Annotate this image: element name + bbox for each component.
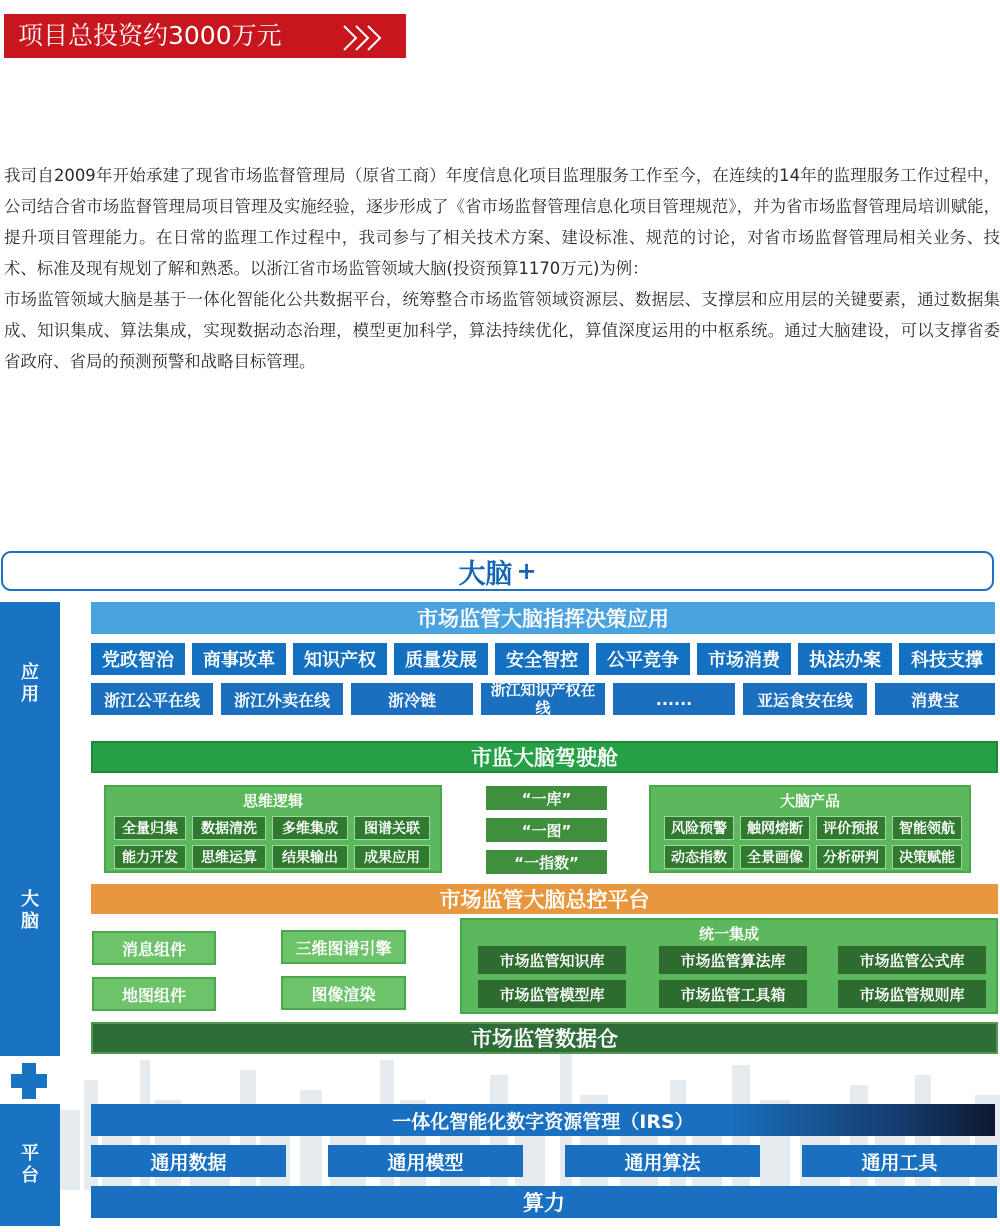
- side-label-brain: [0, 766, 60, 1056]
- 3d-graph-engine: 三维图谱引擎: [281, 930, 406, 964]
- product-item: 全景画像: [740, 845, 810, 869]
- product-item: 决策赋能: [892, 845, 962, 869]
- integration-item: 市场监管模型库: [478, 980, 626, 1008]
- thinking-item: 成果应用: [354, 845, 430, 869]
- thinking-item: 全量归集: [114, 816, 186, 840]
- app-header: 市场监管大脑指挥决策应用: [91, 602, 995, 634]
- side-label-platform: [0, 1104, 60, 1226]
- platform-item: 通用算法: [565, 1145, 760, 1177]
- app-item: 知识产权: [293, 643, 387, 675]
- integration-item: 市场监管工具箱: [659, 980, 807, 1008]
- integration-item: 市场监管知识库: [478, 946, 626, 974]
- side-label-char: 大: [21, 889, 39, 910]
- side-label-char: 用: [21, 684, 39, 705]
- thinking-logic-title: 思维逻辑: [242, 792, 303, 810]
- app-item: 商事改革: [192, 643, 286, 675]
- image-rendering: 图像渲染: [281, 976, 406, 1010]
- platform-item: 通用数据: [91, 1145, 286, 1177]
- app-system: ......: [613, 683, 735, 715]
- integration-item: 市场监管公式库: [838, 946, 986, 974]
- thinking-item: 结果输出: [272, 845, 348, 869]
- plus-icon: [11, 722, 47, 758]
- app-system: 消费宝: [875, 683, 995, 715]
- product-item: 触网熔断: [740, 816, 810, 840]
- thinking-item: 图谱关联: [354, 816, 430, 840]
- thinking-item: 数据清洗: [192, 816, 266, 840]
- product-item: 评价预报: [816, 816, 886, 840]
- plus-icon: [11, 1063, 47, 1099]
- app-item: 公平竞争: [596, 643, 690, 675]
- app-item: 市场消费: [697, 643, 791, 675]
- product-item: 智能领航: [892, 816, 962, 840]
- thinking-item: 思维运算: [192, 845, 266, 869]
- map-component: 地图组件: [92, 977, 216, 1011]
- computing-power: 算力: [91, 1186, 997, 1218]
- unified-integration-title: 统一集成: [698, 925, 759, 943]
- platform-item: 通用模型: [328, 1145, 523, 1177]
- plus-sign: +: [516, 557, 537, 585]
- message-component: 消息组件: [92, 931, 216, 965]
- integration-item: 市场监管算法库: [659, 946, 807, 974]
- side-label-char: 脑: [21, 911, 39, 932]
- product-item: 分析研判: [816, 845, 886, 869]
- one-map: “一图”: [486, 818, 607, 842]
- thinking-item: 多维集成: [272, 816, 348, 840]
- intro-paragraph-1: 我司自2009年开始承建了现省市场监督管理局（原省工商）年度信息化项目监理服务工作至今，在连续的14年的监理服务工作过程中，公司结合省市场监督管理局项目管理及实施经验，逐步形成了《省市场监督管理信息化项目管理规范》，并为省市场监督管理局培训赋能，提升项目管理能力。在日常的监理工作过程中，我司参与了相关技术方案、建设标准、规范的讨论，对省市场监督管理局相关业务、技术、标准及现有规划了解和熟悉。以浙江省市场监管领域大脑(投资预算1170万元)为例：: [4, 166, 1000, 278]
- irs-bar: 一体化智能化数字资源管理（IRS）: [91, 1104, 995, 1136]
- side-label-char: 台: [21, 1165, 39, 1186]
- banner-title: 项目总投资约3000万元: [18, 21, 282, 50]
- brain-products-title: 大脑产品: [779, 792, 840, 810]
- app-item: 执法办案: [798, 643, 892, 675]
- app-system: 浙冷链: [351, 683, 473, 715]
- app-item: 科技支撑: [899, 643, 995, 675]
- title-banner: [4, 14, 406, 58]
- chevrons-right-icon: [342, 24, 394, 52]
- app-item: 党政智治: [91, 643, 185, 675]
- brain-plus-title: [1, 551, 994, 591]
- app-system: 浙江公平在线: [91, 683, 213, 715]
- app-system: 浙江外卖在线: [221, 683, 343, 715]
- app-system: [481, 683, 605, 715]
- product-item: 风险预警: [664, 816, 734, 840]
- brain-title: 大脑: [458, 558, 513, 590]
- app-item: 质量发展: [394, 643, 488, 675]
- intro-paragraph-2: 市场监管领域大脑是基于一体化智能化公共数据平台，统筹整合市场监管领域资源层、数据层、支撑层和应用层的关键要素，通过数据集成、知识集成、算法集成，实现数据动态治理，模型更加科学，算法持续优化，算值深度运用的中枢系统。通过大脑建设，可以支撑省委省政府、省局的预测预警和战略目标管理。: [4, 290, 1000, 371]
- side-label-char: 应: [21, 662, 39, 683]
- cockpit-header: 市监大脑驾驶舱: [91, 741, 998, 773]
- app-system-label: 浙江知识产权在线: [490, 681, 596, 717]
- app-item: 安全智控: [495, 643, 589, 675]
- control-platform-header: 市场监管大脑总控平台: [91, 884, 998, 914]
- one-library: “一库”: [486, 786, 607, 810]
- integration-item: 市场监管规则库: [838, 980, 986, 1008]
- side-label-char: 平: [21, 1143, 39, 1164]
- product-item: 动态指数: [664, 845, 734, 869]
- data-warehouse: 市场监管数据仓: [91, 1022, 998, 1054]
- platform-item: 通用工具: [802, 1145, 997, 1177]
- one-index: “一指数”: [486, 850, 607, 874]
- architecture-diagram: [0, 550, 1000, 1232]
- intro-text: [4, 160, 1000, 377]
- app-system: 亚运食安在线: [743, 683, 867, 715]
- thinking-item: 能力开发: [114, 845, 186, 869]
